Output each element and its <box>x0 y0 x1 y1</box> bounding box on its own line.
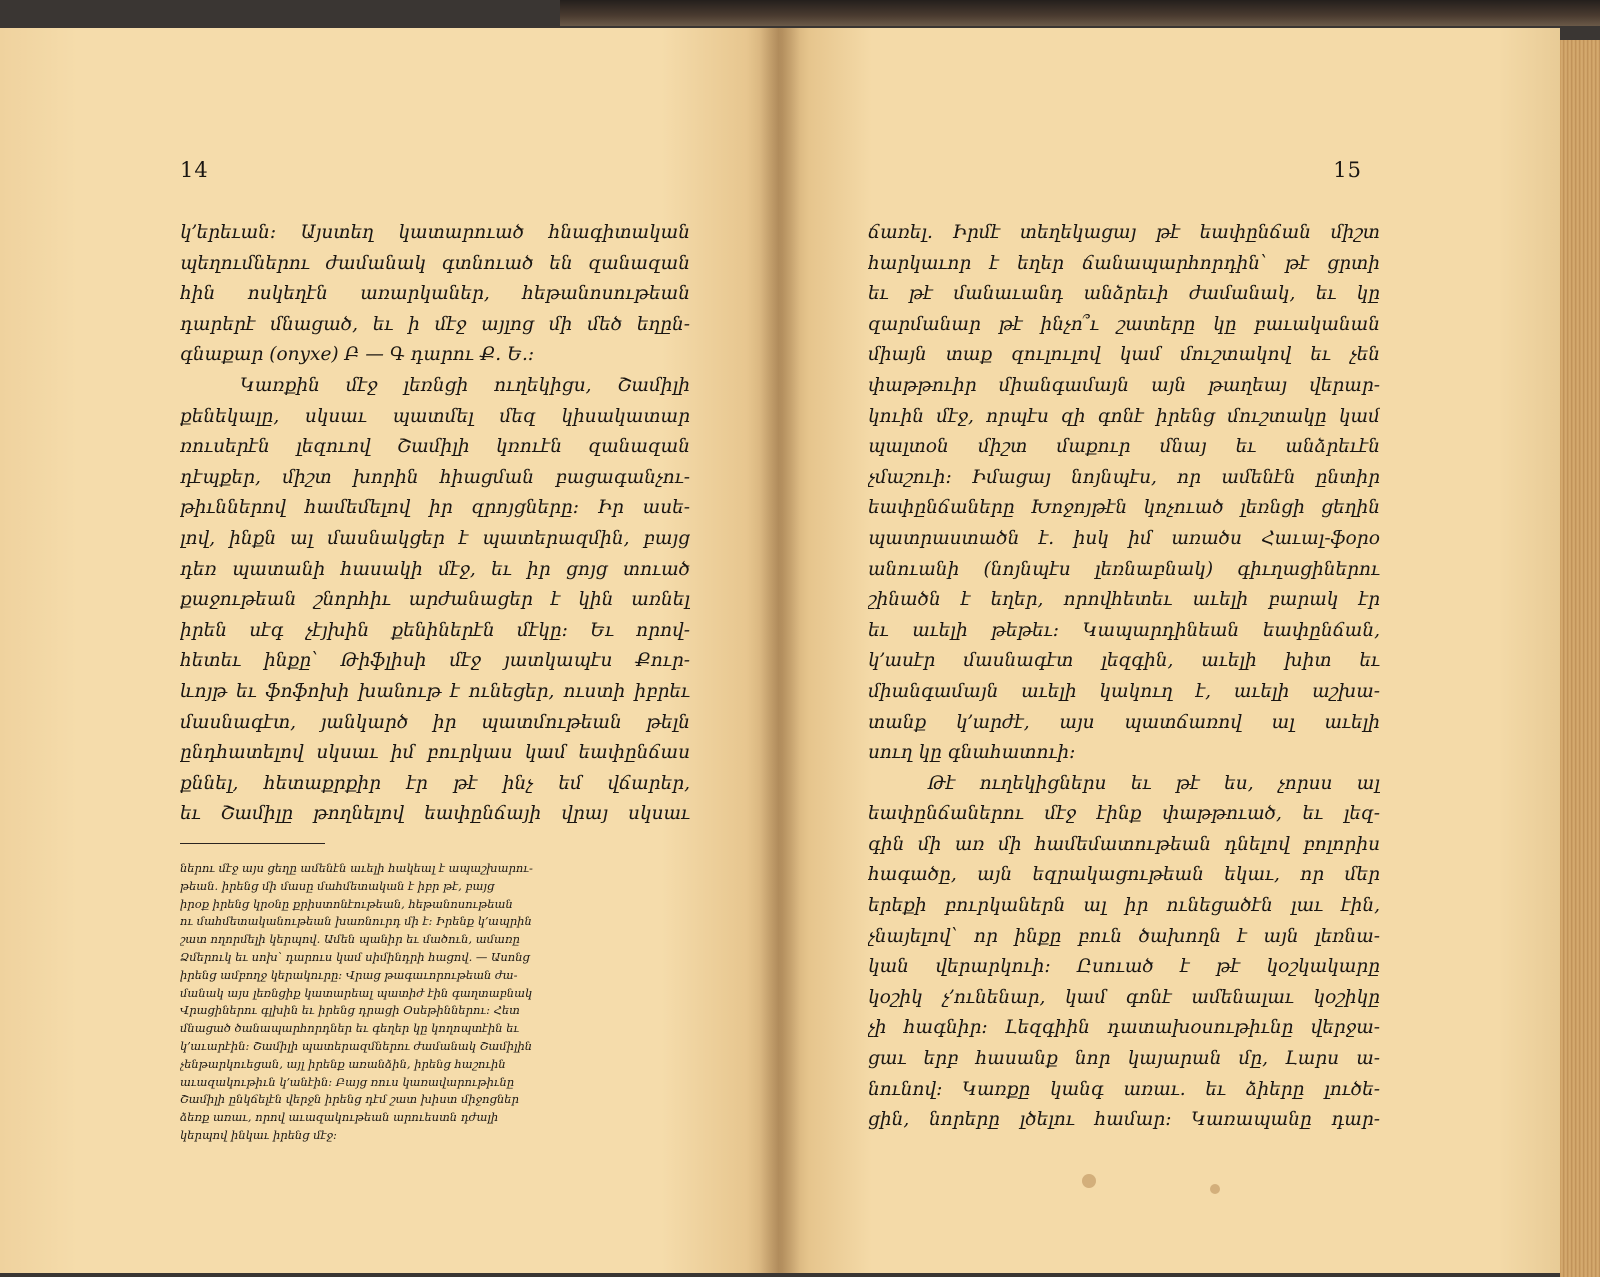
text-line: ձեռք առաւ, որով աւազակութեան արուեստն դժալի <box>180 1110 499 1125</box>
text-line: իրենց ամբողջ կերակուրը: Վրաց թագաւորութեան ժա- <box>180 967 518 982</box>
right-body-text <box>868 218 1380 1136</box>
paper-stain <box>1210 1184 1220 1194</box>
text-line: ռուսերէն լեզուով Շամիլի կռուէն զանազան <box>180 436 690 458</box>
text-line: չնայելով՝ որ ինքը բուն ծախողն է այն լեռնա- <box>868 925 1380 947</box>
text-line: եւ թէ մանաւանդ անձրեւի ժամանակ, եւ կը <box>868 283 1380 305</box>
text-line: կ՚աւարէին: Շամիլի պատերազմներու ժամանակ Շամիլին <box>180 1038 533 1053</box>
text-line: թիւններով համեմելով իր զրոյցները: Իր ասե- <box>180 497 690 519</box>
text-line: դէպքեր, միշտ խորին հիացման բացագանչու- <box>180 466 690 488</box>
text-line: հարկաւոր է եղեր ճանապարհորդին՝ թէ ցրտի <box>868 252 1380 274</box>
text-line: կ՚ասէր մասնագէտ լեզգին, աւելի խիտ եւ <box>868 650 1380 672</box>
book-fore-edge <box>1560 40 1600 1277</box>
text-line: Վրացիներու գլխին եւ իրենց դրացի Օսեթիններու: Հետ <box>180 1003 520 1018</box>
text-line: լով, ինքն ալ մասնակցեր է պատերազմին, բայց <box>180 527 690 549</box>
text-line: շատ ողորմելի կերպով. Ամեն պանիր եւ մածուն, ամառը <box>180 932 520 947</box>
text-line: սուղ կը գնահատուի: <box>868 742 1076 764</box>
text-line: մանակ այս լեռնցիք կատարեալ պատիժ էին գաղտաբնակ <box>180 985 533 1000</box>
text-line: կան վերարկուի: Ըսուած է թէ կօշկակարը <box>868 956 1380 978</box>
text-line: միայն տաք զուլուլով կամ մուշտակով եւ չեն <box>868 344 1380 366</box>
text-line: զարմանար թէ ինչո՞ւ շատերը կը բաւականան <box>868 313 1380 335</box>
book-top-edge <box>560 0 1600 26</box>
text-line: եափընճաները Խոջոյթէն կոչուած լեռնցի ցեղին <box>868 497 1380 519</box>
text-line: գին մի առ մի համեմատութեան դնելով բոլորիս <box>868 833 1380 855</box>
footnote-rule <box>180 843 325 844</box>
text-line: գնաքար (onyxe) Բ — Գ դարու Ք. Ե.: <box>180 344 535 366</box>
text-line: անուանի (նոյնպէս լեռնաբնակ) գիւղացիներու <box>868 558 1380 580</box>
book-gutter <box>760 28 800 1273</box>
text-line: իրօք իրենց կրօնը քրիստոնէութեան, հեթանոսութեան <box>180 896 513 911</box>
text-line: կ՚երեւան: Այստեղ կատարուած հնագիտական <box>180 222 690 243</box>
text-line: Շամիլի ընկճելէն վերջն իրենց դէմ շատ խիստ միջոցներ <box>180 1092 519 1107</box>
text-line: ցաւ երբ հասանք նոր կայարան մը, Լարս ա- <box>868 1048 1380 1070</box>
text-line: հին ոսկեղէն առարկաներ, հեթանոսութեան <box>180 283 690 305</box>
left-body-text <box>180 218 690 830</box>
text-line: ևոյթ եւ ֆոֆոխի խանութ է ունեցեր, ուստի իբրեւ <box>180 680 690 702</box>
text-line: շինածն է եղեր, որովհետեւ աւելի բարակ էր <box>868 589 1380 611</box>
left-page <box>0 28 778 1273</box>
paper-stain <box>1082 1174 1096 1188</box>
text-line: քենեկալը, սկսաւ պատմել մեզ կիսակատար <box>180 405 690 427</box>
page-number-right: 15 <box>1333 158 1362 182</box>
text-line: կերպով ինկաւ իրենց մէջ: <box>180 1127 337 1142</box>
text-line: նունով: Կառքը կանգ առաւ. եւ ձիերը լուծե- <box>868 1078 1380 1100</box>
text-line: աւազակութիւն կ՚անէին: Բայց ռուս կառավարութիւնը <box>180 1074 515 1089</box>
text-line: ու մահմետականութեան խառնուրդ մի է: Իրենք կ՚ապրին <box>180 914 532 929</box>
text-line: ներու մէջ այս ցեղը ամենէն աւելի հակեալ է ապաշխարու- <box>180 861 533 875</box>
text-line: թեան. իրենց մի մասը մահմետական է իբր թէ, բայց <box>180 878 495 893</box>
text-line: եւ Շամիլը թողնելով եափընճայի վրայ սկսաւ <box>180 803 690 825</box>
text-line: ցին, նորերը լծելու համար: Կառապանը դար- <box>868 1109 1380 1131</box>
text-line: եւ աւելի թեթեւ: Կապարդինեան եափընճան, <box>868 619 1380 641</box>
text-line: ընդհատելով սկսաւ իմ բուրկաս կամ եափընճաս <box>180 742 690 764</box>
page-number-left: 14 <box>180 158 209 182</box>
text-line: չմաշուի: Իմացայ նոյնպէս, որ ամենէն ընտիր <box>868 466 1380 488</box>
text-line: չենթարկուեցան, այլ իրենք առանձին, իրենց հաշուին <box>180 1056 506 1071</box>
text-line: կուին մէջ, որպէս զի գոնէ իրենց մուշտակը կամ <box>868 405 1380 427</box>
text-line: Ձմերուկ եւ սոխ՝ դարուս կամ սիմինդրի հացով. — Ասոնց <box>180 949 530 964</box>
text-line: կօշիկ չ՚ունենար, կամ գոնէ ամենալաւ կօշիկը <box>868 986 1380 1008</box>
text-line: մնացած ծանապարհորդներ եւ գեղեր կը կողոպտէին եւ <box>180 1021 520 1036</box>
text-line: չի հագնիր: Լեզգիին դատախօսութիւնը վերջա- <box>868 1017 1380 1039</box>
text-line: դեռ պատանի հասակի մէջ, եւ իր ցոյց տուած <box>180 558 690 580</box>
footnote <box>180 860 692 1145</box>
text-line: իրեն սէգ չէյխին քենիներէն մէկը: Եւ որով- <box>180 619 690 641</box>
text-line: մասնագէտ, յանկարծ իր պատմութեան թելն <box>180 711 690 733</box>
text-line: Կառքին մէջ լեռնցի ուղեկիցս, Շամիլի <box>240 374 690 396</box>
text-line: հագածը, այն եզրակացութեան եկաւ, որ մեր <box>868 864 1380 886</box>
text-line: փաթթուիր միանգամայն այն թաղեայ վերար- <box>868 374 1380 396</box>
text-line: երեքի բուրկաներն ալ իր ունեցածէն լաւ էին, <box>868 895 1380 917</box>
text-line: եափընճաներու մէջ էինք փաթթուած, եւ լեզ- <box>868 803 1380 825</box>
text-line: Թէ ուղեկիցներս եւ թէ ես, չորսս ալ <box>928 772 1380 794</box>
right-page <box>778 28 1560 1273</box>
text-line: քաջութեան շնորհիւ արժանացեր է կին առնել <box>180 589 690 611</box>
text-line: ճառել. Իրմէ տեղեկացայ թէ եափընճան միշտ <box>868 222 1380 243</box>
text-line: քննել, հետաքրքիր էր թէ ինչ եմ վճարեր, <box>180 772 690 794</box>
text-line: պեղումներու ժամանակ գտնուած են զանազան <box>180 252 690 274</box>
text-line: միանգամայն աւելի կակուղ է, աւելի աշխա- <box>868 680 1380 702</box>
text-line: պատրաստածն է. իսկ իմ առածս Հաւալ-ֆօրօ <box>868 527 1380 549</box>
text-line: պալտօն միշտ մաքուր մնայ եւ անձրեւէն <box>868 436 1380 458</box>
text-line: հետեւ ինքը՝ Թիֆլիսի մէջ յատկապէս Քուր- <box>180 650 690 672</box>
text-line: դարերէ մնացած, եւ ի մէջ այլոց մի մեծ եղըն- <box>180 313 690 335</box>
text-line: տանք կ՚արժէ, այս պատճառով ալ աւելի <box>868 711 1380 733</box>
